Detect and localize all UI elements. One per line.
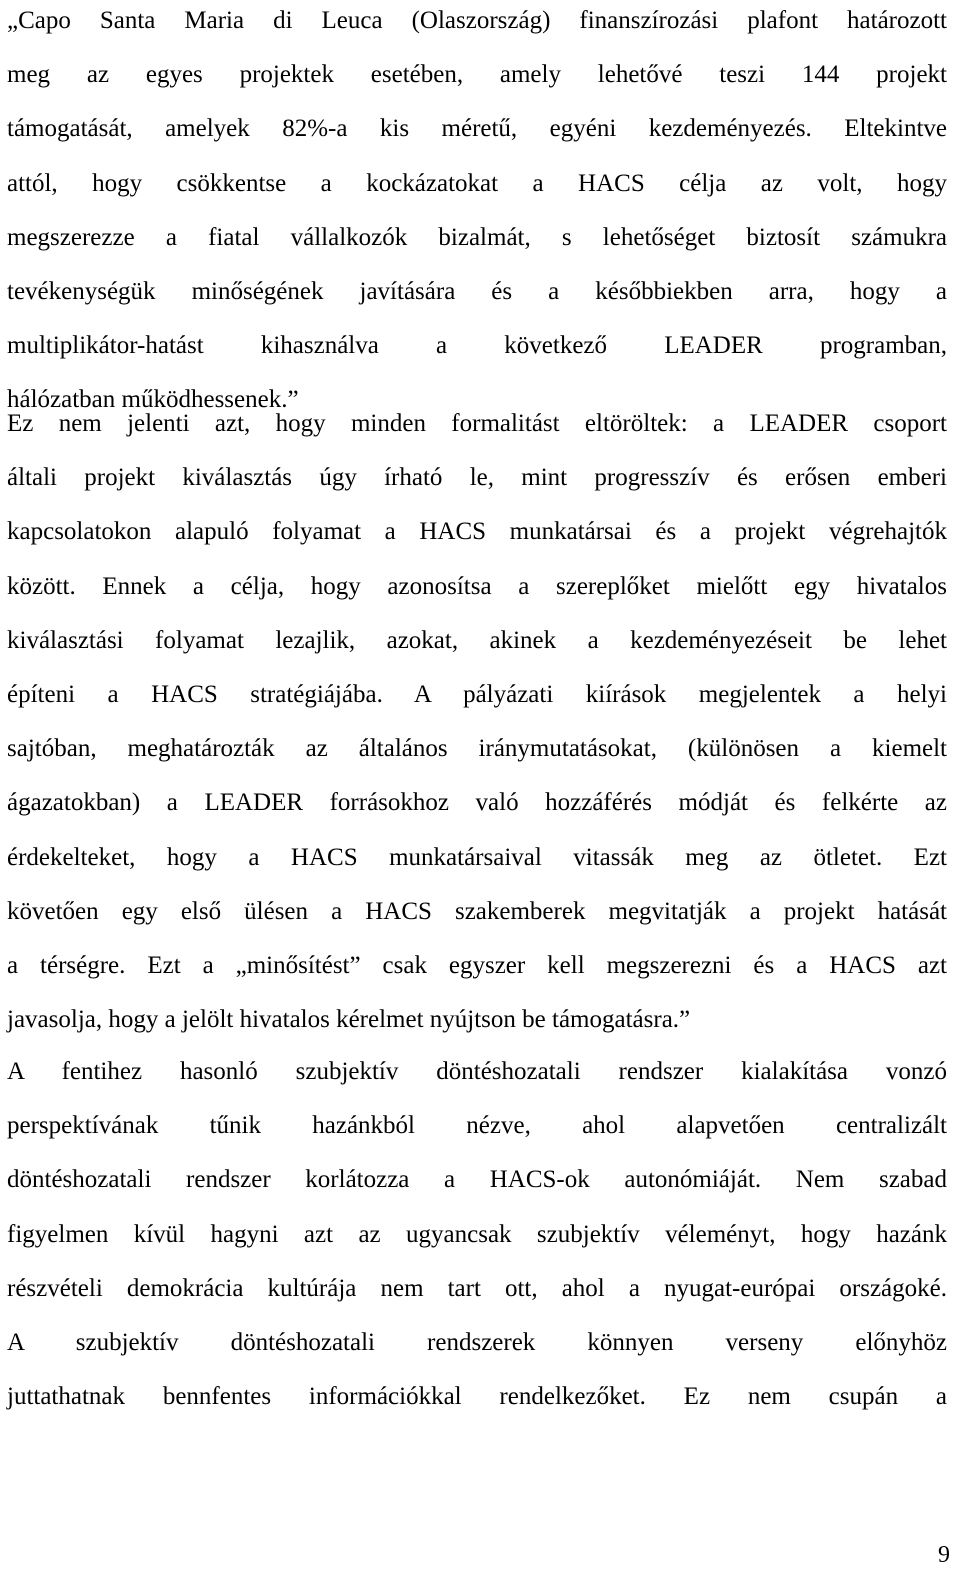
text-line: tevékenységük minőségének javítására és a későbbiekben arra, hogy a <box>7 278 947 306</box>
text-line: multiplikátor-hatást kihasználva a következő LEADER programban, <box>7 332 947 360</box>
text-line: támogatását, amelyek 82%-a kis méretű, egyéni kezdeményezés. Eltekintve <box>7 115 947 143</box>
text-line: ágazatokban) a LEADER forrásokhoz való hozzáférés módját és felkérte az <box>7 789 947 817</box>
text-line: sajtóban, meghatározták az általános iránymutatásokat, (különösen a kiemelt <box>7 735 947 763</box>
text-line: a térségre. Ezt a „minősítést” csak egyszer kell megszerezni és a HACS azt <box>7 952 947 980</box>
text-line: juttathatnak bennfentes információkkal rendelkezőket. Ez nem csupán a <box>7 1383 947 1411</box>
text-line: „Capo Santa Maria di Leuca (Olaszország) finanszírozási plafont határozott <box>7 7 947 34</box>
text-line: érdekelteket, hogy a HACS munkatársaival vitassák meg az ötletet. Ezt <box>7 843 947 871</box>
quote-paragraph-selection <box>7 397 947 1047</box>
text-line: kapcsolatokon alapuló folyamat a HACS munkatársai és a projekt végrehajtók <box>7 518 947 546</box>
quote-paragraph-leuca <box>7 0 947 428</box>
body-paragraph-subjective <box>7 1045 947 1424</box>
text-line: Ez nem jelenti azt, hogy minden formalitást eltöröltek: a LEADER csoport <box>7 410 947 437</box>
text-line: döntéshozatali rendszer korlátozza a HACS-ok autonómiáját. Nem szabad <box>7 1166 947 1194</box>
page-number: 9 <box>938 1542 950 1568</box>
text-line: figyelmen kívül hagyni azt az ugyancsak szubjektív véleményt, hogy hazánk <box>7 1220 947 1248</box>
text-line: építeni a HACS stratégiájába. A pályázati kiírások megjelentek a helyi <box>7 681 947 709</box>
text-line: között. Ennek a célja, hogy azonosítsa a szereplőket mielőtt egy hivatalos <box>7 572 947 600</box>
text-line: hálózatban működhessenek.” <box>7 386 299 414</box>
text-line: attól, hogy csökkentse a kockázatokat a HACS célja az volt, hogy <box>7 169 947 197</box>
text-line: perspektívának tűnik hazánkból nézve, ahol alapvetően centralizált <box>7 1112 947 1140</box>
text-line: A fentihez hasonló szubjektív döntéshozatali rendszer kialakítása vonzó <box>7 1058 947 1085</box>
text-line: A szubjektív döntéshozatali rendszerek könnyen verseny előnyhöz <box>7 1329 947 1357</box>
text-line: megszerezze a fiatal vállalkozók bizalmát, s lehetőséget biztosít számukra <box>7 223 947 251</box>
text-line: kiválasztási folyamat lezajlik, azokat, akinek a kezdeményezéseit be lehet <box>7 626 947 654</box>
text-line: általi projekt kiválasztás úgy írható le, mint progresszív és erősen emberi <box>7 464 947 492</box>
text-line: részvételi demokrácia kultúrája nem tart ott, ahol a nyugat-európai országoké. <box>7 1274 947 1302</box>
text-line: követően egy első ülésen a HACS szakemberek megvitatják a projekt hatását <box>7 897 947 925</box>
text-line: meg az egyes projektek esetében, amely lehetővé teszi 144 projekt <box>7 61 947 89</box>
text-line: javasolja, hogy a jelölt hivatalos kérelmet nyújtson be támogatásra.” <box>7 1006 691 1034</box>
